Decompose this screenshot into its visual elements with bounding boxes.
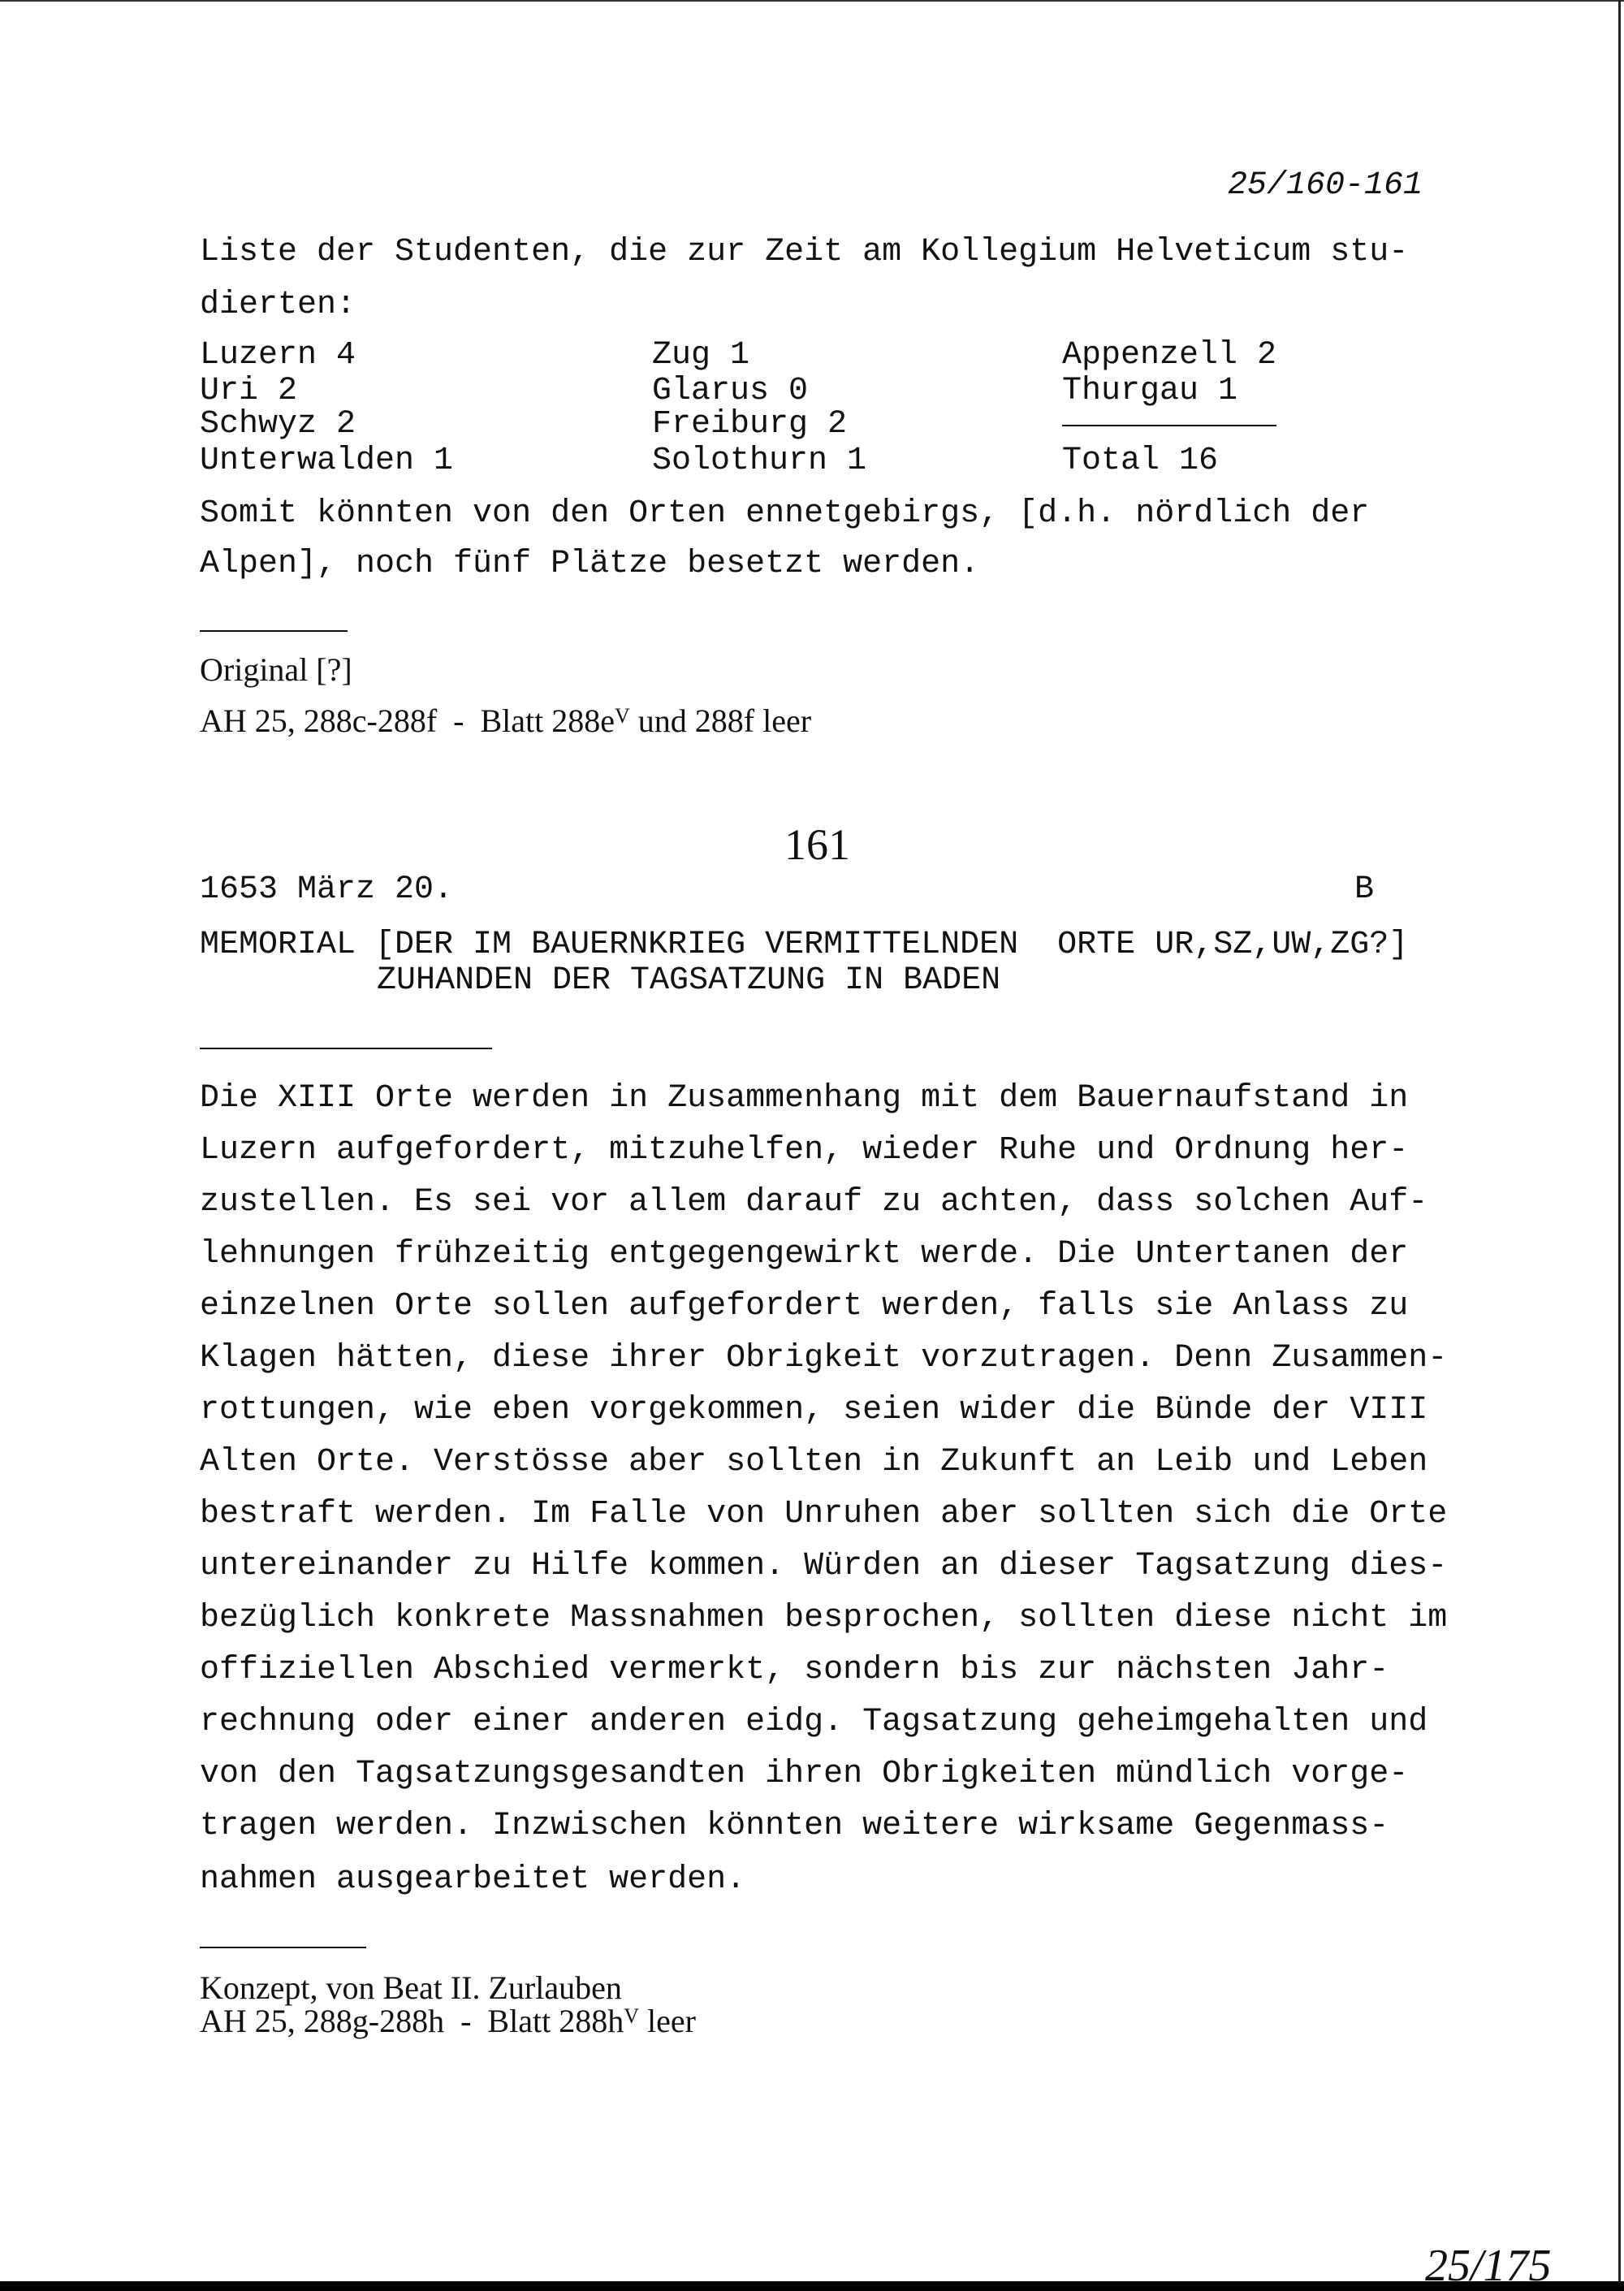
table-cell: Solothurn 1	[652, 443, 867, 479]
source-text: und 288f leer	[629, 702, 812, 739]
source-text: leer	[638, 2003, 696, 2039]
table-cell: Thurgau 1	[1062, 373, 1238, 409]
source-concept: Konzept, von Beat II. Zurlauben	[200, 1969, 622, 2006]
handwritten-reference: 25/175	[1425, 2241, 1552, 2291]
body-line: Klagen hätten, diese ihrer Obrigkeit vorzutragen. Denn Zusammen-	[200, 1340, 1448, 1377]
header-reference: 25/160-161	[1228, 167, 1423, 204]
document-title-line-1: MEMORIAL [DER IM BAUERNKRIEG VERMITTELNDEN ORTE UR,SZ,UW,ZG?]	[200, 927, 1409, 963]
body-line: untereinander zu Hilfe kommen. Würden an dieser Tagsatzung dies-	[200, 1548, 1448, 1584]
table-cell: Total 16	[1062, 443, 1219, 479]
source-text: AH 25, 288c-288f - Blatt 288e	[200, 702, 615, 739]
body-line: bezüglich konkrete Massnahmen besprochen, sollten diese nicht im	[200, 1600, 1448, 1636]
table-cell: Freiburg 2	[652, 406, 848, 443]
body-line: von den Tagsatzungsgesandten ihren Obrigkeiten mündlich vorge-	[200, 1756, 1409, 1792]
document-number: 161	[784, 820, 850, 869]
table-cell: Schwyz 2	[200, 406, 356, 443]
table-cell: Glarus 0	[652, 373, 809, 409]
table-cell: Luzern 4	[200, 337, 356, 374]
body-line: bestraft werden. Im Falle von Unruhen aber sollten sich die Orte	[200, 1496, 1448, 1532]
title-rule	[200, 1048, 492, 1049]
footnote-rule	[200, 1947, 366, 1948]
document-date: 1653 März 20.	[200, 871, 454, 908]
source-original: Original [?]	[200, 651, 352, 688]
verso-mark: V	[624, 2004, 639, 2028]
body-line: offiziellen Abschied vermerkt, sondern bis zur nächsten Jahr-	[200, 1652, 1389, 1688]
table-cell: Uri 2	[200, 373, 298, 409]
conclusion-line-1: Somit könnten von den Orten ennetgebirgs, [d.h. nördlich der	[200, 495, 1370, 532]
body-line: rottungen, wie eben vorgekommen, seien wider die Bünde der VIII	[200, 1392, 1428, 1429]
conclusion-line-2: Alpen], noch fünf Plätze besetzt werden.	[200, 546, 980, 582]
scan-edge-right	[1618, 0, 1621, 2282]
body-line: einzelnen Orte sollen aufgefordert werden, falls sie Anlass zu	[200, 1288, 1409, 1325]
scan-edge-top	[0, 0, 1624, 2]
body-line: Die XIII Orte werden in Zusammenhang mit dem Bauernaufstand in	[200, 1080, 1409, 1117]
source-text: AH 25, 288g-288h - Blatt 288h	[200, 2003, 624, 2039]
body-line: lehnungen frühzeitig entgegengewirkt werde. Die Untertanen der	[200, 1236, 1409, 1273]
document-mark: B	[1354, 871, 1375, 908]
source-archive	[200, 2003, 696, 2040]
body-line: Luzern aufgefordert, mitzuhelfen, wieder Ruhe und Ordnung her-	[200, 1132, 1409, 1169]
intro-line-1: Liste der Studenten, die zur Zeit am Kollegium Helveticum stu-	[200, 234, 1409, 270]
intro-line-2: dierten:	[200, 287, 356, 323]
scan-edge-bottom	[0, 2281, 1624, 2291]
body-line: zustellen. Es sei vor allem darauf zu achten, dass solchen Auf-	[200, 1184, 1428, 1221]
document-title-line-2: ZUHANDEN DER TAGSATZUNG IN BADEN	[377, 962, 1001, 999]
table-cell: Unterwalden 1	[200, 443, 454, 479]
verso-mark: V	[615, 704, 630, 728]
source-archive	[200, 702, 811, 740]
footnote-rule	[200, 630, 348, 632]
total-rule	[1062, 425, 1276, 426]
body-line: tragen werden. Inzwischen könnten weitere wirksame Gegenmass-	[200, 1808, 1389, 1844]
body-line: rechnung oder einer anderen eidg. Tagsatzung geheimgehalten und	[200, 1704, 1428, 1740]
table-cell: Zug 1	[652, 337, 750, 374]
table-cell: Appenzell 2	[1062, 337, 1277, 374]
body-line: nahmen ausgearbeitet werden.	[200, 1861, 746, 1898]
body-line: Alten Orte. Verstösse aber sollten in Zukunft an Leib und Leben	[200, 1444, 1428, 1481]
